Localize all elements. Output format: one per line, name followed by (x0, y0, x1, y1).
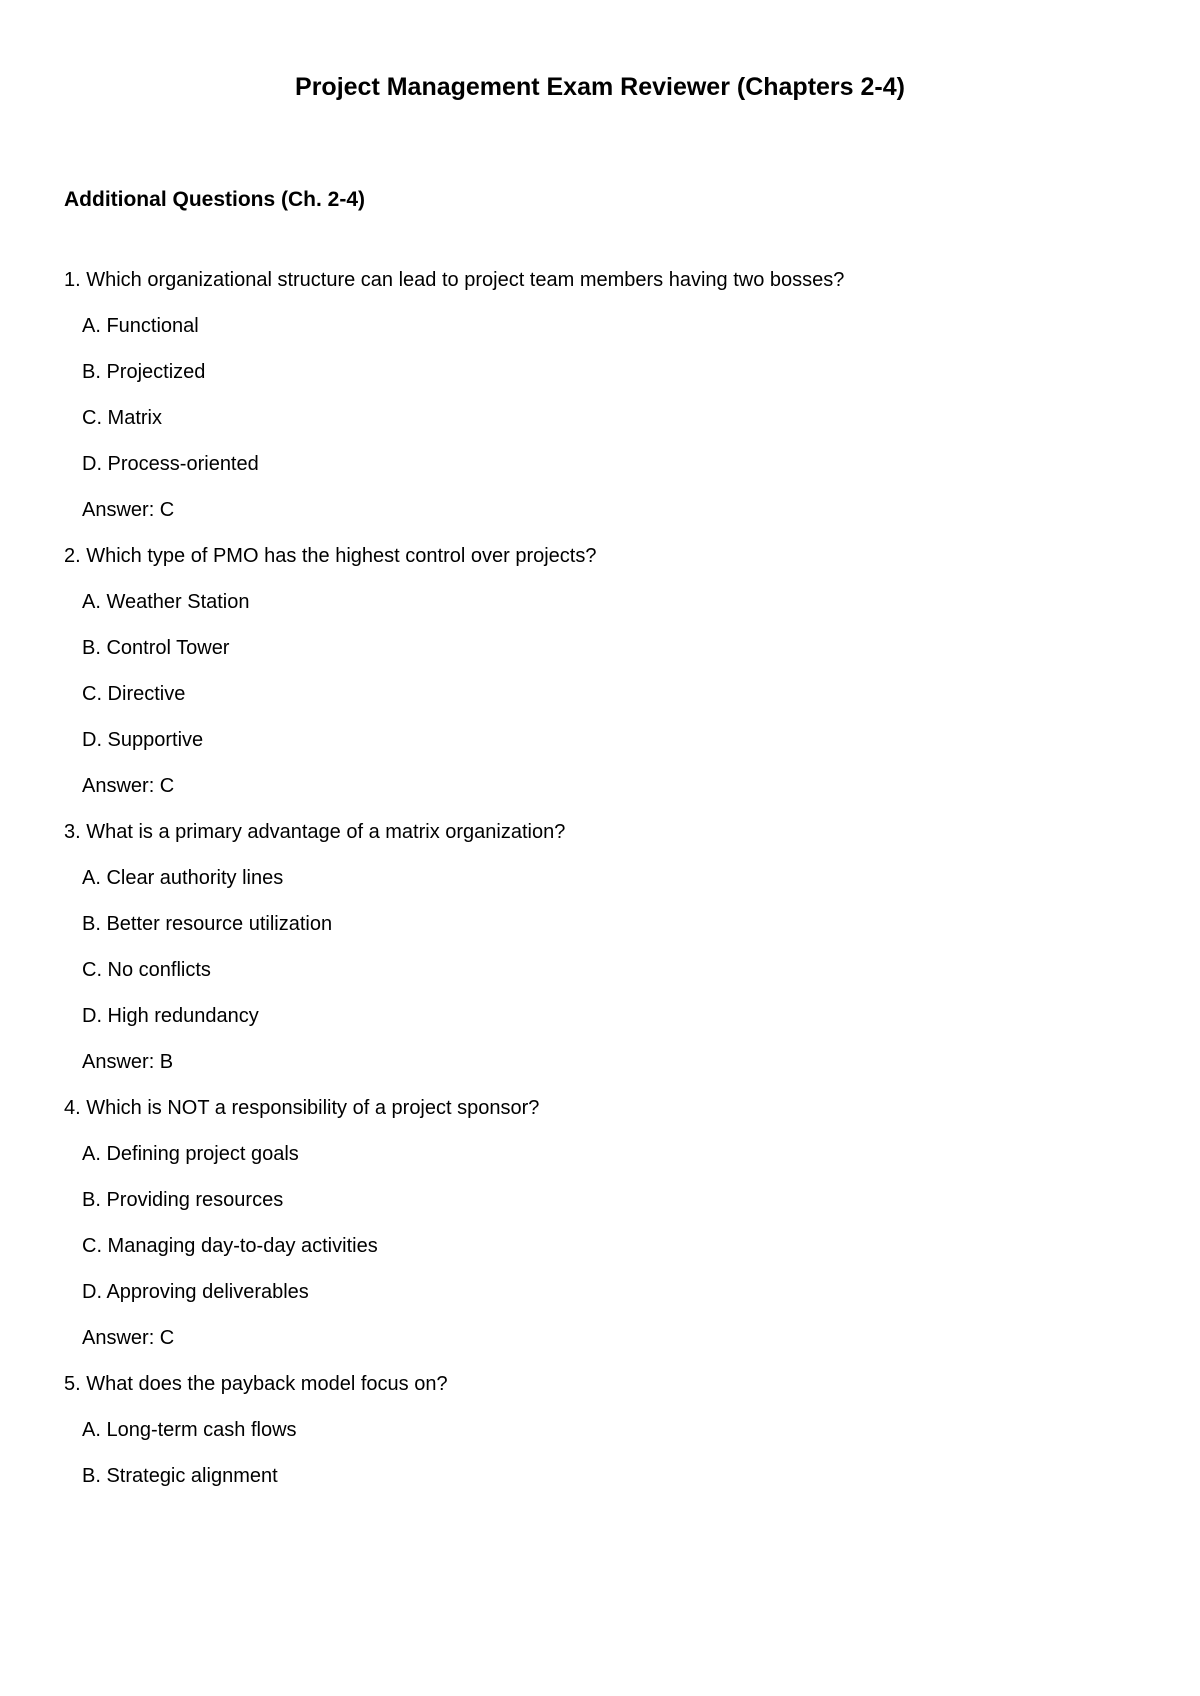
answer-option: D. Process-oriented (82, 453, 259, 475)
question-stem: 3. What is a primary advantage of a matrix organization? (64, 821, 566, 843)
answer-key: Answer: C (82, 1327, 175, 1349)
question-2 (64, 542, 1144, 802)
page-title: Project Management Exam Reviewer (Chapters 2-4) (295, 73, 905, 101)
answer-option: C. No conflicts (82, 959, 211, 981)
question-stem: 1. Which organizational structure can lead to project team members having two bosses? (64, 269, 845, 291)
answer-option: C. Matrix (82, 407, 162, 429)
question-4 (64, 1094, 1144, 1354)
answer-option: D. High redundancy (82, 1005, 259, 1027)
answer-option: C. Directive (82, 683, 186, 705)
question-3 (64, 818, 1144, 1078)
answer-option: B. Better resource utilization (82, 913, 333, 935)
answer-option: B. Providing resources (82, 1189, 284, 1211)
section-heading: Additional Questions (Ch. 2-4) (64, 188, 366, 211)
answer-option: B. Control Tower (82, 637, 230, 659)
question-1 (64, 266, 1144, 526)
answer-option: A. Weather Station (82, 591, 250, 613)
answer-option: A. Clear authority lines (82, 867, 284, 889)
answer-key: Answer: C (82, 499, 175, 521)
answer-option: C. Managing day-to-day activities (82, 1235, 378, 1257)
answer-option: D. Approving deliverables (82, 1281, 309, 1303)
answer-option: B. Strategic alignment (82, 1465, 278, 1487)
question-stem: 2. Which type of PMO has the highest control over projects? (64, 545, 597, 567)
question-stem: 5. What does the payback model focus on? (64, 1373, 448, 1395)
answer-option: A. Defining project goals (82, 1143, 299, 1165)
question-stem: 4. Which is NOT a responsibility of a project sponsor? (64, 1097, 540, 1119)
answer-key: Answer: B (82, 1051, 174, 1073)
answer-option: D. Supportive (82, 729, 204, 751)
question-5 (64, 1370, 1144, 1492)
answer-key: Answer: C (82, 775, 175, 797)
answer-option: A. Functional (82, 315, 199, 337)
answer-option: B. Projectized (82, 361, 206, 383)
answer-option: A. Long-term cash flows (82, 1419, 297, 1441)
question-list (64, 266, 1144, 1508)
